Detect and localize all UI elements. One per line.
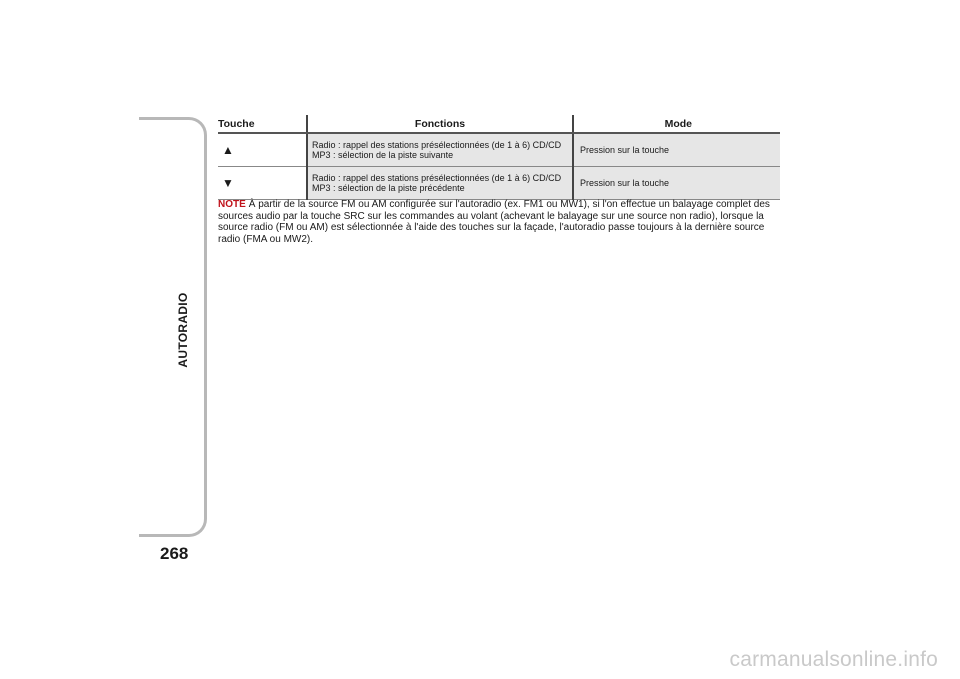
table-row [218, 167, 780, 200]
note-label: NOTE [218, 199, 246, 210]
mode-cell: Pression sur la touche [573, 167, 780, 200]
page-number: 268 [160, 544, 189, 563]
function-cell: Radio : rappel des stations présélectionnées (de 1 à 6) CD/CD MP3 : sélection de la piste suivante [307, 133, 573, 167]
table-header-row [218, 115, 780, 133]
function-cell: Radio : rappel des stations présélectionnées (de 1 à 6) CD/CD MP3 : sélection de la piste précédente [307, 167, 573, 200]
table-row [218, 133, 780, 167]
margin-bracket [139, 117, 207, 537]
header-key: Touche [218, 115, 307, 133]
arrow-down-icon: ▼ [218, 167, 307, 200]
section-label: AUTORADIO [176, 292, 190, 368]
watermark: carmanualsonline.info [729, 648, 938, 671]
note-paragraph [218, 199, 780, 245]
header-functions: Fonctions [307, 115, 573, 133]
header-mode: Mode [573, 115, 780, 133]
mode-cell: Pression sur la touche [573, 133, 780, 167]
arrow-up-icon: ▲ [218, 133, 307, 167]
note-text: À partir de la source FM ou AM configurée sur l'autoradio (ex. FM1 ou MW1), si l'on effectue un balayage complet des sources audio par la touche SRC sur les commandes au volant (achevant le balayage sur une source non radio), lorsque la source radio (FM ou AM) est sélectionnée à l'aide des touches sur la façade, l'autoradio passe toujours à la dernière source radio (FMA ou MW2). [218, 199, 770, 245]
functions-table [218, 115, 780, 200]
